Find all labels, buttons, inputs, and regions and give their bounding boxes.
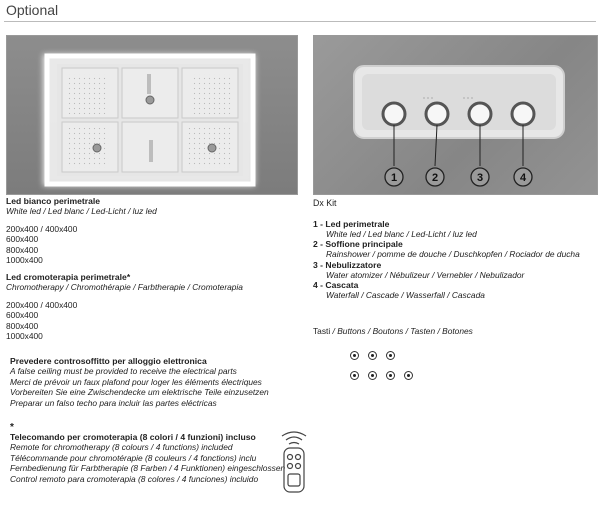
control-panel-photo [313,35,598,195]
callout-4: 4 [519,172,527,184]
ceiling-note-line: A false ceiling must be provided to receive the electrical parts [10,366,237,376]
kit-item-sub: White led / Led blanc / Led-Licht / luz led [326,228,477,239]
size-item: 1000x400 [6,255,43,266]
size-item: 1000x400 [6,331,43,342]
footnote-star: * [10,422,14,433]
callout-2: 2 [431,172,439,184]
button-symbol-icon [350,371,359,380]
callout-1: 1 [390,172,398,184]
list-item [313,239,597,260]
callout-3: 3 [476,172,484,184]
buttons-row-1 [350,347,404,365]
size-item: 600x400 [6,234,39,245]
ceiling-note-line: Merci de prévoir un faux plafond pour loger les éléments électriques [10,376,262,387]
kit-item-sub: Waterfall / Cascade / Wasserfall / Cascada [326,290,485,301]
led-white-sizes [6,224,306,266]
size-item: 200x400 / 400x400 [6,223,78,234]
button-symbol-icon [404,371,413,380]
remote-control-icon [274,430,314,496]
remote-line: Fernbedienung für Farbtherapie (8 Farben / 4 Funktionen) eingeschlossen [10,463,286,474]
list-item [313,219,597,240]
led-chromo-section [6,272,306,342]
led-white-section [6,196,306,266]
button-symbol-icon [368,351,377,360]
remote-title: Telecomando per cromoterapia (8 colori / 4 funzioni) incluso [10,432,256,442]
ceiling-note-section [10,356,306,408]
buttons-label-translations: / Buttons / Boutons / Tasten / Botones [330,326,473,336]
size-item: 200x400 / 400x400 [6,299,78,310]
list-item [313,260,597,281]
size-item: 800x400 [6,320,39,331]
ceiling-note-line: Vorbereiten Sie eine Zwischendecke um elektrische Teile einzusetzen [10,387,269,398]
led-chromo-subtitle: Chromotherapy / Chromothérapie / Farbtherapie / Cromoterapia [6,282,243,292]
remote-section [10,422,286,484]
buttons-label [313,326,473,337]
kit-item-sub: Rainshower / pomme de douche / Duschkopfen / Rociador de ducha [326,249,580,260]
button-symbol-icon [350,351,359,360]
led-white-subtitle: White led / Led blanc / Led-Licht / luz led [6,206,157,216]
size-item: 800x400 [6,244,39,255]
led-chromo-title: Led cromoterapia perimetrale* [6,272,131,282]
led-chromo-sizes [6,300,306,342]
button-symbol-icon [386,351,395,360]
kit-item-title: 4 - Cascata [313,280,359,291]
dx-kit-section [313,198,597,301]
led-white-title: Led bianco perimetrale [6,196,101,206]
remote-line: Remote for chromotherapy (8 colours / 4 functions) included [10,442,233,452]
button-symbol-icon [368,371,377,380]
kit-item-sub: Water atomizer / Nébulizeur / Vernebler / Nebulizador [326,269,525,280]
kit-item-title: 3 - Nebulizzatore [313,259,382,270]
dx-kit-title: Dx Kit [313,198,337,208]
ceiling-note-title: Prevedere controsoffitto per alloggio elettronica [10,356,207,366]
remote-line: Télécommande pour chromotérapie (8 couleurs / 4 fonctions) inclu [10,452,257,463]
buttons-label-main: Tasti [313,326,331,336]
ceiling-panel-photo [6,35,298,195]
button-symbol-icon [386,371,395,380]
ceiling-note-line: Preparar un falso techo para incluir las partes eléctricas [10,397,217,408]
size-item: 600x400 [6,310,39,321]
list-item [313,280,597,301]
kit-item-title: 2 - Soffione principale [313,239,403,250]
title-divider [4,21,596,22]
page-title: Optional [6,2,59,18]
dx-kit-list [313,219,597,301]
buttons-row-2 [350,367,422,385]
kit-item-title: 1 - Led perimetrale [313,218,390,229]
ceiling-panel-illustration [7,36,297,194]
control-panel-illustration [314,36,597,194]
remote-line: Control remoto para cromoterapia (8 colores / 4 funciones) incluido [10,473,259,484]
